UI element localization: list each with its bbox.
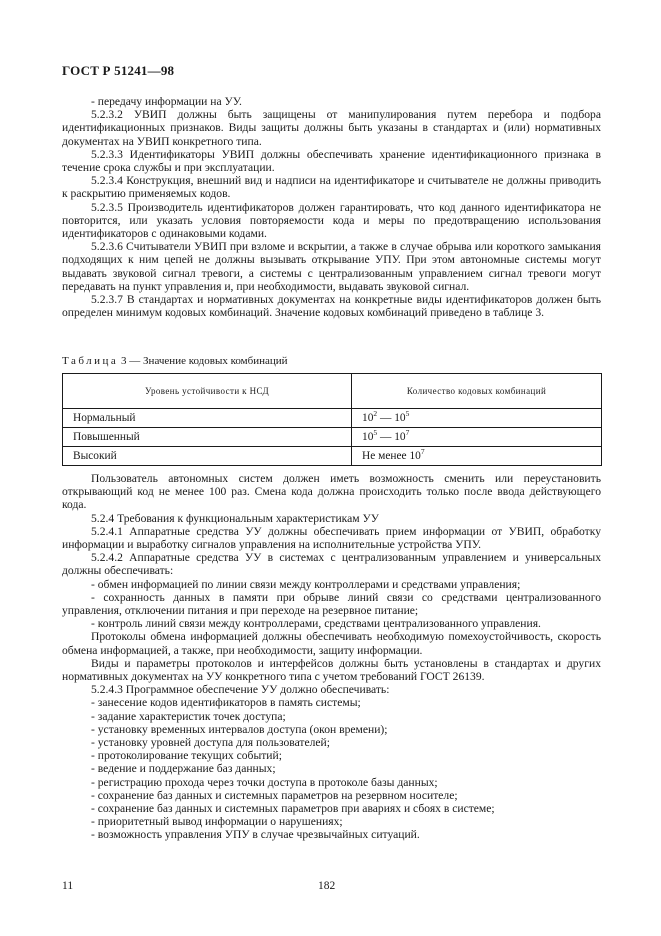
bottom-text-block [62,472,601,842]
list-item: - приоритетный вывод информации о нарушениях; [91,815,343,829]
paragraph: 5.2.3.3 Идентификаторы УВИП должны обеспечивать хранение идентификационного признака в течение срока службы и при эксплуатации. [62,147,601,175]
list-item: - протоколирование текущих событий; [91,749,282,763]
table-row [63,409,602,428]
list-item: - задание характеристик точек доступа; [91,709,286,723]
document-header: ГОСТ Р 51241—98 [62,63,175,78]
table-cell-count [352,428,602,447]
paragraph: Пользователь автономных систем должен иметь возможность сменить или переустановить открывающий код не менее 100 раз. Смена кода должна происходить только после ввода действующего кода. [62,472,601,512]
list-item: - установку уровней доступа для пользователей; [91,736,330,750]
count-exponent: 5 [405,409,410,419]
section-heading: 5.2.4 Требования к функциональным характеристикам УУ [91,511,379,525]
table-header-level: Уровень устойчивости к НСД [63,374,352,409]
count-exponent: 7 [420,447,425,457]
count-prefix: Не менее [362,450,410,462]
table-caption [62,355,288,367]
paragraph: 5.2.3.5 Производитель идентификаторов должен гарантировать, что код данного идентификатора не повторится, или указать условия повторяемости кода и меры по предотвращению использования идентификаторов с одинаковыми кодами. [62,200,601,241]
count-dash: — [377,412,395,424]
table-header-count: Количество кодовых комбинаций [352,374,602,409]
list-item: - сохранение баз данных и системных параметров на резервном носителе; [91,788,458,802]
paragraph: Виды и параметры протоколов и интерфейсов должны быть установлены в стандартах и других нормативных документах на УУ конкретного типа с учетом требований ГОСТ 26139. [62,656,601,684]
page-number-center: 182 [318,880,336,892]
paragraph: Протоколы обмена информацией должны обеспечивать необходимую помехоустойчивость, скорость обмена информацией, а также, при необходимости, защиту информации. [62,630,601,657]
table-cell-level: Повышенный [63,428,352,447]
list-item: - сохранность данных в памяти при обрыве линий связи со средствами централизованного управления, отключении питания и при переходе на резервное питание; [62,590,601,618]
count-base: 10 [409,450,421,462]
table-cell-level: Нормальный [63,409,352,428]
paragraph: 5.2.3.6 Считыватели УВИП при взломе и вскрытии, а также в случае обрыва или короткого замыкания подходящих к ним цепей не должны вызывать открывание УПУ. При этом автономные системы могут выдавать звуковой сигнал тревоги, а системы с централизованным управлением сигнал тревоги могут передавать на пункт управления и, при необходимости, выдавать звуковой сигнал. [62,240,601,293]
count-base: 10 [394,412,406,424]
table-cell-count [352,409,602,428]
list-item: - возможность управления УПУ в случае чрезвычайных ситуаций. [91,828,420,842]
list-item: - установку временных интервалов доступа (окон времени); [91,722,388,736]
count-base: 10 [362,412,374,424]
list-item: - контроль линий связи между контроллерами, средствами централизованного управления. [91,617,541,631]
count-exponent: 2 [373,409,378,419]
paragraph: 5.2.4.3 Программное обеспечение УУ должно обеспечивать: [91,683,390,697]
count-base: 10 [362,431,374,443]
list-item: - регистрацию прохода через точки доступа в протоколе базы данных; [91,775,438,789]
list-item: - обмен информацией по линии связи между контроллерами и средствами управления; [91,577,521,591]
paragraph: - передачу информации на УУ. [91,95,242,108]
paragraph: 5.2.3.7 В стандартах и нормативных документах на конкретные виды идентификаторов должен быть определен минимум кодовых комбинаций. Значение кодовых комбинаций приведено в таблице 3. [62,293,601,320]
count-exponent: 7 [405,428,410,438]
table-cell-level: Высокий [63,447,352,466]
code-combinations-table [62,373,602,466]
table-caption-text: 3 — Значение кодовых комбинаций [121,355,288,367]
table-cell-count [352,447,602,466]
list-item: - ведение и поддержание баз данных; [91,762,276,776]
table-row [63,428,602,447]
table-row [63,447,602,466]
paragraph: 5.2.3.2 УВИП должны быть защищены от манипулирования путем перебора и подбора идентификационных признаков. Виды защиты должны быть указаны в стандартах и (или) нормативных документах на УВИП конкретного типа. [62,108,601,148]
count-base: 10 [394,431,406,443]
page-number-left: 11 [62,880,74,892]
paragraph: 5.2.4.2 Аппаратные средства УУ в системах с централизованным управлением и универсальных должны обеспечивать: [62,551,601,578]
list-item: - занесение кодов идентификаторов в память системы; [91,696,361,710]
table-caption-word: Таблица [62,355,119,367]
count-dash: — [377,431,395,443]
count-exponent: 5 [373,428,378,438]
paragraph: 5.2.4.1 Аппаратные средства УУ должны обеспечивать прием информации от УВИП, обработку информации и выработку сигналов управления на исполнительные устройства УПУ. [62,524,601,552]
list-item: - сохранение баз данных и системных параметров при авариях и сбоях в системе; [91,802,495,816]
paragraph: 5.2.3.4 Конструкция, внешний вид и надписи на идентификаторе и считывателе не должны приводить к раскрытию применяемых кодов. [62,174,601,201]
top-text-block [62,95,601,319]
table-header-row [63,374,602,409]
